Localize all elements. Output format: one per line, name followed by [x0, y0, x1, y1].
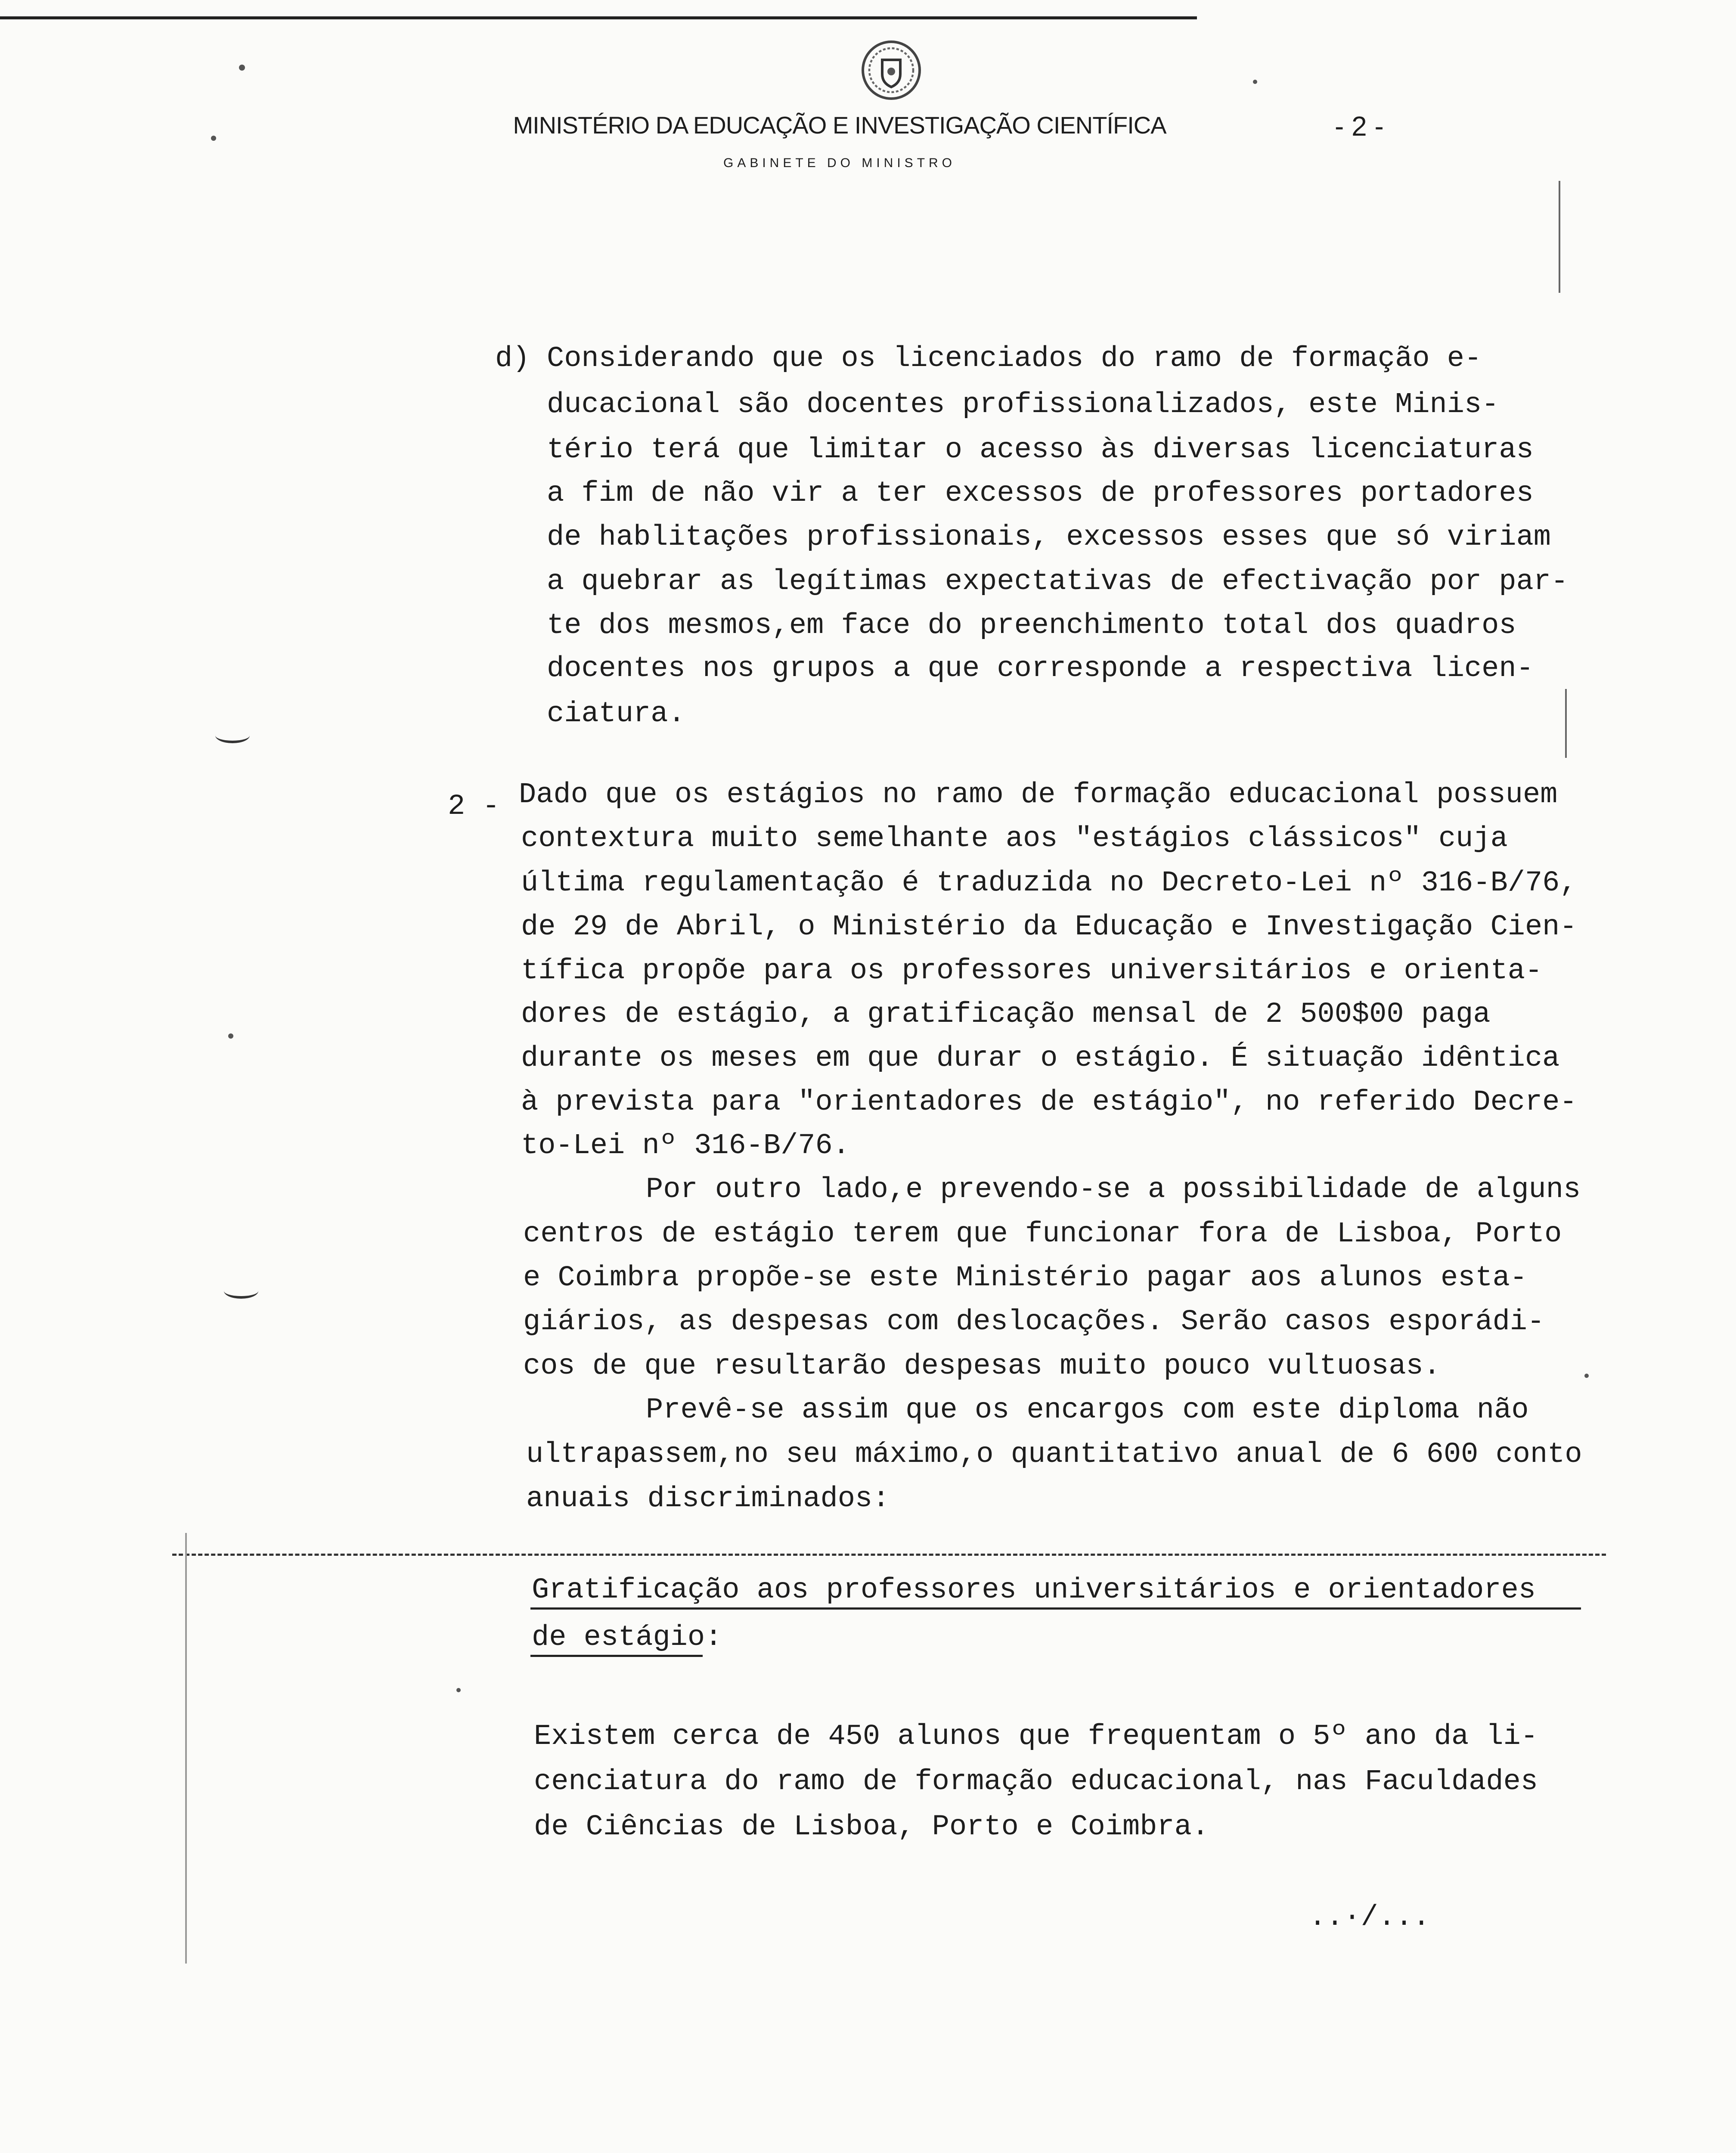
speck-mark	[1253, 80, 1257, 84]
margin-curl-mark	[215, 728, 250, 743]
item-2-line: tífica propõe para os professores universitários e orienta-	[521, 955, 1543, 987]
coat-of-arms-seal	[859, 38, 924, 102]
paragraph-line: giários, as despesas com deslocações. Serão casos esporádi-	[523, 1306, 1545, 1338]
cabinet-subtitle: GABINETE DO MINISTRO	[723, 156, 956, 170]
item-2-line: à prevista para "orientadores de estágio", no referido Decre-	[521, 1086, 1577, 1119]
left-edge-mark	[185, 1533, 187, 1964]
item-d-line: tério terá que limitar o acesso às diversas licenciaturas	[547, 434, 1534, 466]
paragraph-line: anuais discriminados:	[526, 1483, 890, 1515]
top-rule	[0, 16, 1197, 19]
item-2-line: to-Lei nº 316-B/76.	[521, 1129, 850, 1162]
paragraph-line: de Ciências de Lisboa, Porto e Coimbra.	[534, 1811, 1209, 1843]
paragraph-line: cos de que resultarão despesas muito pouco vultuosas.	[523, 1350, 1441, 1383]
item-d-line: de hablitações profissionais, excessos esses que só viriam	[547, 521, 1551, 554]
item-2-line: durante os meses em que durar o estágio. É situação idêntica	[521, 1042, 1560, 1075]
speck-mark	[456, 1688, 461, 1692]
item-d-line: a fim de não vir a ter excessos de professores portadores	[547, 477, 1534, 510]
section-heading-line: de estágio:	[532, 1621, 722, 1654]
item-2-line: contextura muito semelhante aos "estágios clássicos" cuja	[521, 822, 1508, 855]
paragraph-line: Prevê-se assim que os encargos com este diploma não	[646, 1394, 1529, 1427]
speck-mark	[228, 1033, 233, 1039]
heading-underline	[530, 1607, 1581, 1610]
item-d-line: ducacional são docentes profissionalizados, este Minis-	[547, 388, 1499, 421]
paragraph-line: cenciatura do ramo de formação educacional, nas Faculdades	[534, 1765, 1538, 1798]
item-2-line: Dado que os estágios no ramo de formação educacional possuem	[519, 779, 1558, 811]
right-edge-mark	[1565, 689, 1567, 758]
item-d-line: docentes nos grupos a que corresponde a respectiva licen-	[547, 652, 1534, 685]
paragraph-line: centros de estágio terem que funcionar fora de Lisboa, Porto	[523, 1218, 1562, 1250]
right-edge-mark	[1559, 181, 1560, 293]
item-2-marker: 2 -	[448, 790, 500, 823]
ministry-title: MINISTÉRIO DA EDUCAÇÃO E INVESTIGAÇÃO CIENTÍFICA	[513, 112, 1166, 139]
page-number: - 2 -	[1335, 111, 1384, 142]
margin-curl-mark	[224, 1283, 258, 1299]
item-d-line: te dos mesmos,em face do preenchimento total dos quadros	[547, 609, 1516, 642]
paragraph-line: Existem cerca de 450 alunos que frequentam o 5º ano da li-	[534, 1720, 1538, 1753]
paragraph-line: ultrapassem,no seu máximo,o quantitativo anual de 6 600 conto	[526, 1438, 1582, 1471]
item-2-line: última regulamentação é traduzida no Decreto-Lei nº 316-B/76,	[521, 867, 1577, 900]
speck-mark	[211, 136, 216, 141]
section-heading-line: Gratificação aos professores universitários e orientadores	[532, 1574, 1536, 1607]
speck-mark	[1584, 1374, 1589, 1378]
item-d-marker: d)	[495, 342, 530, 375]
dashed-cut-line	[172, 1554, 1606, 1556]
item-2-line: dores de estágio, a gratificação mensal de 2 500$00 paga	[521, 998, 1491, 1031]
heading-underline	[530, 1655, 703, 1657]
continuation-mark: ..·/...	[1309, 1901, 1430, 1934]
item-d-line: Considerando que os licenciados do ramo de formação e-	[547, 342, 1482, 375]
paragraph-line: e Coimbra propõe-se este Ministério pagar aos alunos esta-	[523, 1262, 1527, 1294]
item-d-line: ciatura.	[547, 698, 685, 730]
item-d-line: a quebrar as legítimas expectativas de efectivação por par-	[547, 565, 1569, 598]
speck-mark	[239, 65, 245, 71]
paragraph-line: Por outro lado,e prevendo-se a possibilidade de alguns	[646, 1173, 1581, 1206]
item-2-line: de 29 de Abril, o Ministério da Educação e Investigação Cien-	[521, 911, 1577, 943]
